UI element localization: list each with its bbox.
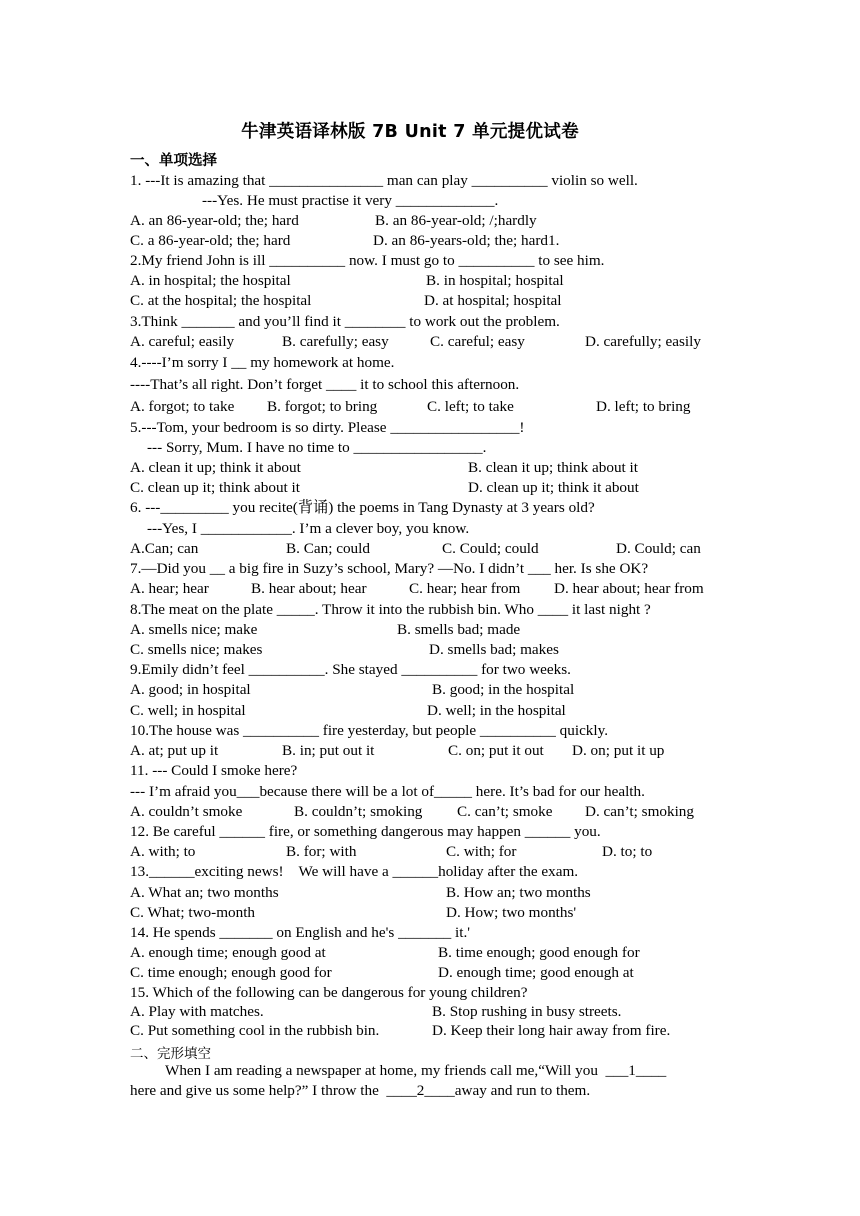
q12-option-b: B. for; with bbox=[286, 843, 357, 860]
q6-option-c: C. Could; could bbox=[442, 540, 539, 557]
q2-option-a: A. in hospital; the hospital bbox=[130, 272, 291, 289]
question-11-reply: --- I’m afraid you___because there will be a lot of_____ here. It’s bad for our health. bbox=[130, 783, 645, 800]
q4-option-c: C. left; to take bbox=[427, 398, 514, 415]
q2-option-c: C. at the hospital; the hospital bbox=[130, 292, 312, 309]
q4-option-d: D. left; to bring bbox=[596, 398, 691, 415]
question-5: 5.---Tom, your bedroom is so dirty. Please _________________! bbox=[130, 419, 525, 436]
q5-option-d: D. clean up it; think it about bbox=[468, 479, 639, 496]
question-4: 4.----I’m sorry I __ my homework at home. bbox=[130, 354, 395, 371]
q3-option-d: D. carefully; easily bbox=[585, 333, 701, 350]
question-8: 8.The meat on the plate _____. Throw it into the rubbish bin. Who ____ it last night ? bbox=[130, 601, 651, 618]
question-3: 3.Think _______ and you’ll find it ________ to work out the problem. bbox=[130, 313, 560, 330]
question-5-reply: --- Sorry, Mum. I have no time to _________________. bbox=[147, 439, 487, 456]
q11-option-b: B. couldn’t; smoking bbox=[294, 803, 423, 820]
q5-option-b: B. clean it up; think about it bbox=[468, 459, 638, 476]
q13-option-c: C. What; two-month bbox=[130, 904, 256, 921]
q15-option-c: C. Put something cool in the rubbish bin. bbox=[130, 1022, 380, 1039]
q6-option-d: D. Could; can bbox=[616, 540, 701, 557]
q2-option-b: B. in hospital; hospital bbox=[426, 272, 564, 289]
question-13: 13.______exciting news! We will have a ______holiday after the exam. bbox=[130, 863, 579, 880]
q12-option-a: A. with; to bbox=[130, 843, 196, 860]
section-heading-choice: 一、单项选择 bbox=[130, 153, 217, 169]
q15-option-b: B. Stop rushing in busy streets. bbox=[432, 1003, 622, 1020]
question-15: 15. Which of the following can be dangerous for young children? bbox=[130, 984, 528, 1001]
q14-option-b: B. time enough; good enough for bbox=[438, 944, 640, 961]
q10-option-d: D. on; put it up bbox=[572, 742, 665, 759]
q11-option-d: D. can’t; smoking bbox=[585, 803, 694, 820]
question-2: 2.My friend John is ill __________ now. I must go to __________ to see him. bbox=[130, 252, 605, 269]
q9-option-d: D. well; in the hospital bbox=[427, 702, 566, 719]
q13-option-d: D. How; two months' bbox=[446, 904, 577, 921]
question-12: 12. Be careful ______ fire, or something dangerous may happen ______ you. bbox=[130, 823, 601, 840]
q4-option-a: A. forgot; to take bbox=[130, 398, 235, 415]
q8-option-b: B. smells bad; made bbox=[397, 621, 521, 638]
question-4-reply: ----That’s all right. Don’t forget ____ it to school this afternoon. bbox=[130, 376, 520, 393]
cloze-passage-line-2: here and give us some help?” I throw the ____2____away and run to them. bbox=[130, 1082, 591, 1099]
q10-option-a: A. at; put up it bbox=[130, 742, 219, 759]
question-9: 9.Emily didn’t feel __________. She stayed __________ for two weeks. bbox=[130, 661, 571, 678]
q8-option-c: C. smells nice; makes bbox=[130, 641, 263, 658]
q5-option-a: A. clean it up; think it about bbox=[130, 459, 301, 476]
q11-option-c: C. can’t; smoke bbox=[457, 803, 553, 820]
q3-option-c: C. careful; easy bbox=[430, 333, 525, 350]
question-1-reply: ---Yes. He must practise it very _____________. bbox=[202, 192, 499, 209]
q12-option-d: D. to; to bbox=[602, 843, 653, 860]
q1-option-b: B. an 86-year-old; /;hardly bbox=[375, 212, 537, 229]
q9-option-c: C. well; in hospital bbox=[130, 702, 246, 719]
q15-option-d: D. Keep their long hair away from fire. bbox=[432, 1022, 671, 1039]
q15-option-a: A. Play with matches. bbox=[130, 1003, 264, 1020]
q5-option-c: C. clean up it; think about it bbox=[130, 479, 300, 496]
q6-option-b: B. Can; could bbox=[286, 540, 370, 557]
q3-option-a: A. careful; easily bbox=[130, 333, 235, 350]
q14-option-d: D. enough time; good enough at bbox=[438, 964, 634, 981]
q9-option-b: B. good; in the hospital bbox=[432, 681, 575, 698]
question-11: 11. --- Could I smoke here? bbox=[130, 762, 298, 779]
section-heading-cloze: 二、完形填空 bbox=[130, 1046, 211, 1062]
question-14: 14. He spends _______ on English and he's _______ it.' bbox=[130, 924, 470, 941]
q6-option-a: A.Can; can bbox=[130, 540, 199, 557]
q1-option-d: D. an 86-years-old; the; hard1. bbox=[373, 232, 560, 249]
q9-option-a: A. good; in hospital bbox=[130, 681, 251, 698]
question-6-reply: ---Yes, I ____________. I’m a clever boy, you know. bbox=[147, 520, 470, 537]
q12-option-c: C. with; for bbox=[446, 843, 517, 860]
question-7: 7.—Did you __ a big fire in Suzy’s school, Mary? —No. I didn’t ___ her. Is she OK? bbox=[130, 560, 649, 577]
q8-option-a: A. smells nice; make bbox=[130, 621, 258, 638]
q7-option-c: C. hear; hear from bbox=[409, 580, 521, 597]
q11-option-a: A. couldn’t smoke bbox=[130, 803, 243, 820]
q10-option-c: C. on; put it out bbox=[448, 742, 544, 759]
q1-option-c: C. a 86-year-old; the; hard bbox=[130, 232, 291, 249]
question-6: 6. ---_________ you recite(背诵) the poems in Tang Dynasty at 3 years old? bbox=[130, 499, 595, 516]
question-1: 1. ---It is amazing that _______________ man can play __________ violin so well. bbox=[130, 172, 638, 189]
q1-option-a: A. an 86-year-old; the; hard bbox=[130, 212, 299, 229]
q13-option-a: A. What an; two months bbox=[130, 884, 279, 901]
q4-option-b: B. forgot; to bring bbox=[267, 398, 378, 415]
q14-option-a: A. enough time; enough good at bbox=[130, 944, 326, 961]
q14-option-c: C. time enough; enough good for bbox=[130, 964, 332, 981]
q7-option-b: B. hear about; hear bbox=[251, 580, 367, 597]
question-10: 10.The house was __________ fire yesterday, but people __________ quickly. bbox=[130, 722, 609, 739]
q2-option-d: D. at hospital; hospital bbox=[424, 292, 562, 309]
cloze-passage-line-1: When I am reading a newspaper at home, my friends call me,“Will you ___1____ bbox=[165, 1062, 667, 1079]
q10-option-b: B. in; put out it bbox=[282, 742, 375, 759]
q13-option-b: B. How an; two months bbox=[446, 884, 591, 901]
q8-option-d: D. smells bad; makes bbox=[429, 641, 559, 658]
page-title: 牛津英语译林版 7B Unit 7 单元提优试卷 bbox=[241, 122, 579, 142]
q7-option-a: A. hear; hear bbox=[130, 580, 209, 597]
q3-option-b: B. carefully; easy bbox=[282, 333, 389, 350]
q7-option-d: D. hear about; hear from bbox=[554, 580, 704, 597]
